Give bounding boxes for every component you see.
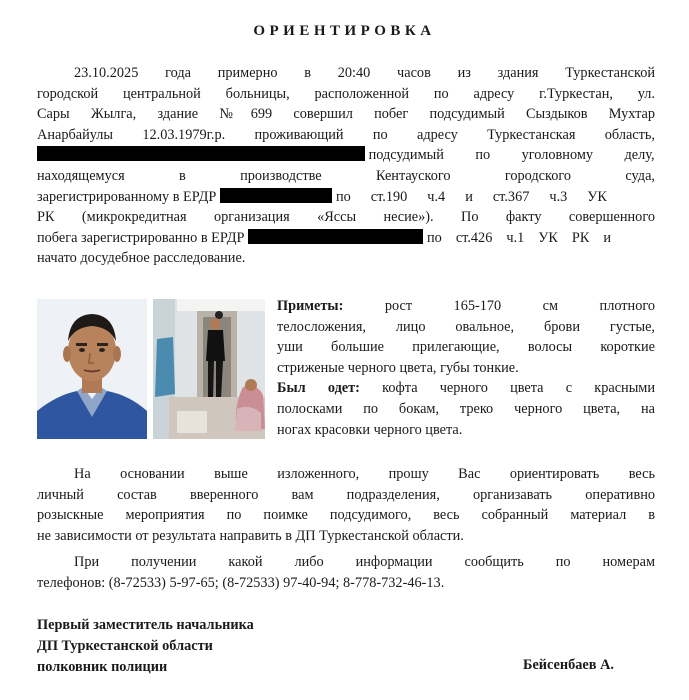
signs-label: Приметы: — [277, 298, 344, 314]
text-line: Анарбайулы 12.03.1979г.р. проживающий по адресу Туркестанская область, — [37, 126, 655, 143]
signatory-rank: полковник полиции — [37, 659, 168, 675]
text-line: Сары Жылга, здание №699 совершил побег подсудимый Сыздыков Мухтар — [37, 106, 655, 123]
signature-block — [37, 615, 254, 678]
text-line: зарегистрированному в ЕРДР по ст.190 ч.4 и ст.367 ч.3 УК — [37, 188, 607, 205]
text-line: розыскные мероприятия по поимке подсудимого, весь собранный материал в — [37, 507, 655, 524]
redacted-address — [37, 146, 365, 161]
text-line: полосками по бокам, треко черного цвета, на — [277, 400, 655, 417]
text-line: РК (микрокредитная организация «Яссы несие»). По факту совершенного — [37, 209, 655, 226]
text-line: не зависимости от результата направить в ДП Туркестанской области. — [37, 527, 464, 544]
text-line: 23.10.2025 года примерно в 20:40 часов из здания Туркестанской — [74, 65, 655, 81]
incident-paragraph — [37, 63, 655, 269]
text-line: При получении какой либо информации сообщить по номерам — [74, 554, 655, 570]
text-line: стриженые черного цвета, губы тонкие. — [277, 359, 519, 376]
text-line: Был одет: кофта черного цвета с красными — [277, 380, 655, 397]
signatory-department: ДП Туркестанской области — [37, 638, 213, 654]
suspect-portrait-photo — [37, 299, 147, 439]
text-line: Приметы: рост 165-170 см плотного — [277, 298, 655, 314]
text-line: телосложения, лицо овальное, брови густые, — [277, 318, 655, 335]
suspect-description — [277, 296, 655, 440]
text-line: находящемуся в производстве Кентауского городского суда, — [37, 167, 655, 184]
text-line: уши большие прилегающие, волосы короткие — [277, 339, 655, 356]
text-line: ногах красовки черного цвета. — [277, 421, 463, 438]
cctv-still-photo — [153, 299, 265, 439]
text-line: личный состав вверенного вам подразделения, организавать оперативно — [37, 486, 655, 503]
request-paragraph — [37, 464, 655, 546]
signatory-name: Бейсенбаев А. — [523, 657, 614, 673]
text-line: начато досудебное расследование. — [37, 250, 246, 267]
contact-paragraph — [37, 552, 655, 593]
redacted-erdr-number — [248, 229, 423, 244]
document-title: ОРИЕНТИРОВКА — [253, 23, 436, 39]
text-line: городской центральной больницы, расположенной по адресу г.Туркестан, ул. — [37, 85, 655, 102]
phone-numbers-line: телефонов: (8-72533) 5-97-65; (8-72533) 97-40-94; 8-778-732-46-13. — [37, 574, 445, 591]
redacted-erdr-number — [220, 188, 332, 203]
clothing-label: Был одет: — [277, 380, 360, 397]
signatory-position: Первый заместитель начальника — [37, 617, 254, 633]
text-line: подсудимый по уголовному делу, — [37, 145, 655, 166]
text-line: побега зарегистрированно в ЕРДР по ст.426 ч.1 УК РК и — [37, 229, 612, 246]
text-line: На основании выше изложенного, прошу Вас ориентировать весь — [74, 466, 655, 482]
